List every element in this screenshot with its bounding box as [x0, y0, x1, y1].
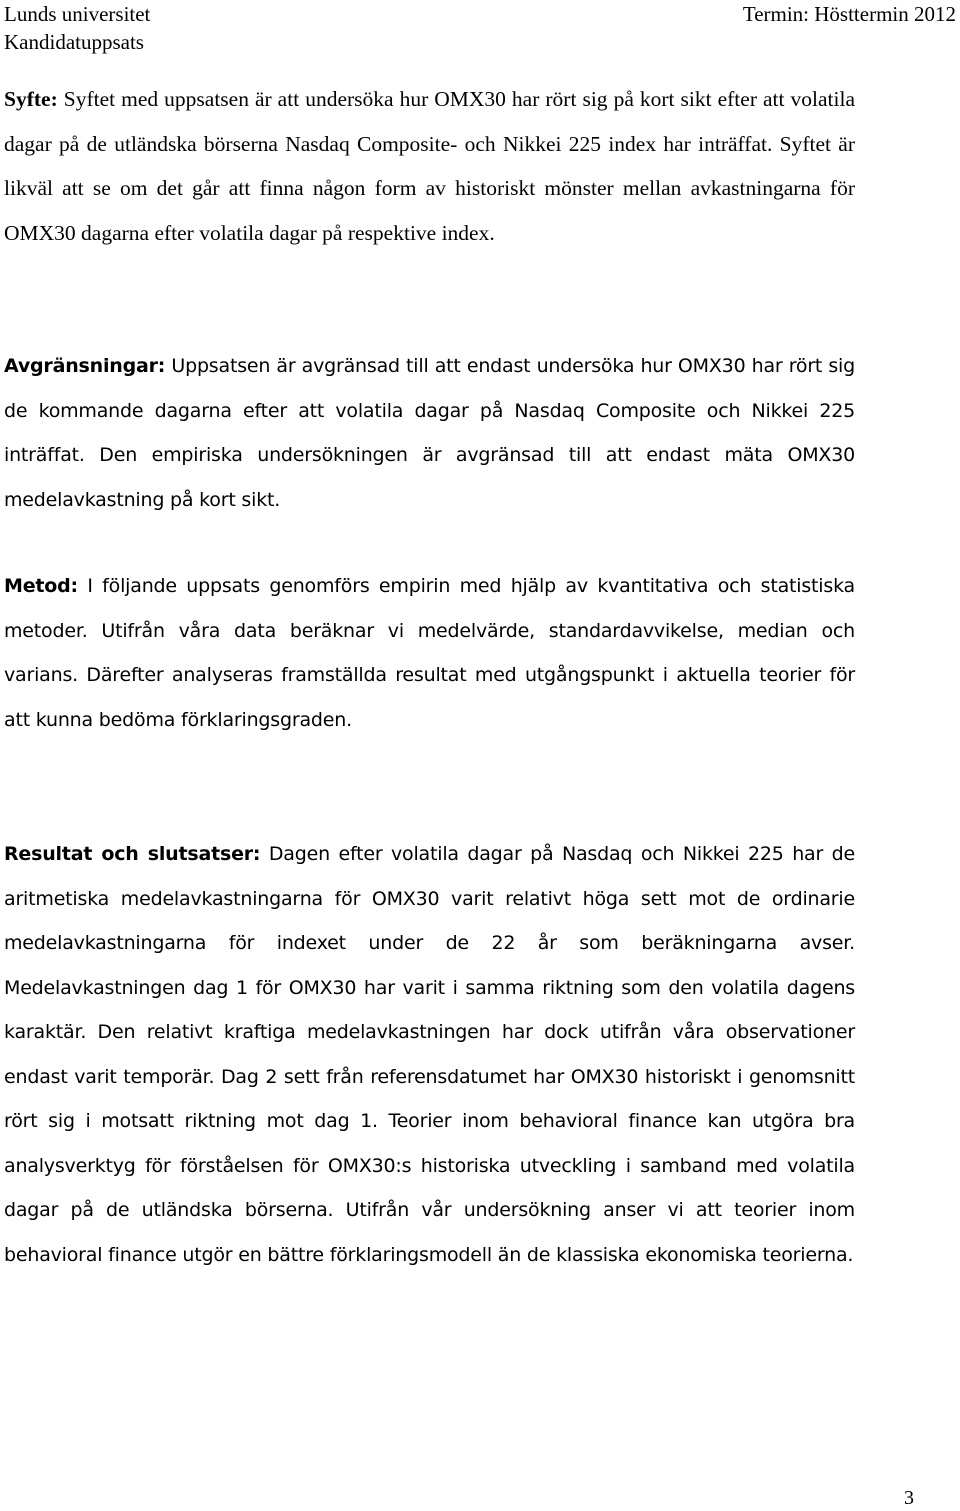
- page-number: 3: [904, 1487, 914, 1509]
- university-name: Lunds universitet: [4, 2, 151, 26]
- section-text-resultat: Dagen efter volatila dagar på Nasdaq och Nikkei 225 har de aritmetiska medelavkastningarna för OMX30 varit relativt höga sett mot de ordinarie medelavkastningarna för indexet under de 22 år som beräkningarna avser. Medelavkastningen dag 1 för OMX30 har varit i samma riktning som den volatila dagens karaktär. Den relativt kraftiga medelavkastningen har dock utifrån våra observationer endast varit temporär. Dag 2 sett från referensdatumet har OMX30 historiskt i genomsnitt rört sig i motsatt riktning mot dag 1. Teorier inom behavioral finance kan utgöra bra analysverktyg för förståelsen för OMX30:s historiska utveckling i samband med volatila dagar på de utländska börserna. Utifrån vår undersökning anser vi att teorier inom behavioral finance utgör en bättre förklaringsmodell än de klassiska ekonomiska teorierna.: [4, 843, 855, 1266]
- section-text-syfte: Syftet med uppsatsen är att undersöka hur OMX30 har rört sig på kort sikt efter att volatila dagar på de utländska börserna Nasdaq Composite- och Nikkei 225 index har inträffat. Syftet är likväl att se om det går att finna någon form av historiskt mönster mellan avkastningarna för OMX30 dagarna efter volatila dagar på respektive index.: [4, 87, 855, 245]
- section-label-resultat: Resultat och slutsatser:: [4, 843, 261, 865]
- section-resultat: [4, 832, 855, 1277]
- section-label-syfte: Syfte:: [4, 87, 58, 111]
- header-left: [4, 0, 150, 56]
- section-text-avgransningar: Uppsatsen är avgränsad till att endast undersöka hur OMX30 har rört sig de kommande dagarna efter att volatila dagar på Nasdaq Composite och Nikkei 225 inträffat. Den empiriska undersökningen är avgränsad till att endast mäta OMX30 medelavkastning på kort sikt.: [4, 355, 855, 511]
- section-label-metod: Metod:: [4, 575, 78, 597]
- section-metod: [4, 564, 855, 742]
- section-label-avgransningar: Avgränsningar:: [4, 355, 166, 377]
- document-type: Kandidatuppsats: [4, 30, 144, 54]
- term-label: Termin: Hösttermin 2012: [742, 2, 956, 26]
- section-text-metod: I följande uppsats genomförs empirin med hjälp av kvantitativa och statistiska metoder. Utifrån våra data beräknar vi medelvärde, standardavvikelse, median och varians. Därefter analyseras framställda resultat med utgångspunkt i aktuella teorier för att kunna bedöma förklaringsgraden.: [4, 575, 855, 731]
- section-avgransningar: [4, 344, 855, 522]
- section-syfte: [4, 77, 855, 255]
